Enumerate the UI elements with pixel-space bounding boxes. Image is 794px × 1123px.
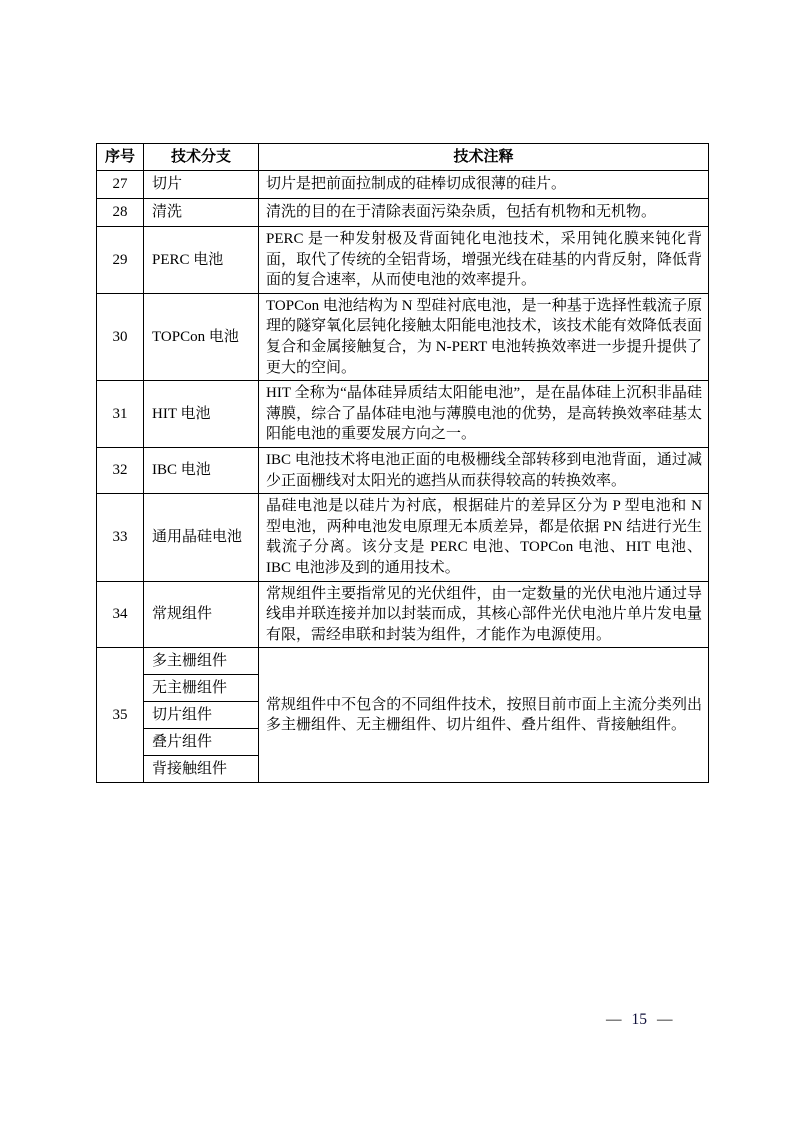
row-note: HIT 全称为“晶体硅异质结太阳能电池”，是在晶体硅上沉积非晶硅薄膜，综合了晶体硅电池与薄膜电池的优势，是高转换效率硅基太阳能电池的重要发展方向之一。 xyxy=(259,381,709,448)
table-row xyxy=(97,447,709,493)
row-branch-sub: 切片组件 xyxy=(144,702,259,729)
row-branch: 清洗 xyxy=(144,199,259,227)
table-row xyxy=(97,494,709,581)
row-note: 晶硅电池是以硅片为衬底，根据硅片的差异区分为 P 型电池和 N 型电池，两种电池发电原理无本质差异，都是依据 PN 结进行光生载流子分离。该分支是 PERC 电池、TOPCon 电池、HIT 电池、IBC 电池涉及到的通用技术。 xyxy=(259,494,709,581)
row-note: TOPCon 电池结构为 N 型硅衬底电池，是一种基于选择性载流子原理的隧穿氧化层钝化接触太阳能电池技术，该技术能有效降低表面复合和金属接触复合，为 N-PERT 电池转换效率进一步提升提供了更大的空间。 xyxy=(259,293,709,380)
row-branch: 切片 xyxy=(144,171,259,199)
row-note: 常规组件主要指常见的光伏组件，由一定数量的光伏电池片通过导线串并联连接并加以封装而成，其核心部件光伏电池片单片发电量有限，需经串联和封装为组件，才能作为电源使用。 xyxy=(259,581,709,648)
row-note-merged: 常规组件中不包含的不同组件技术，按照目前市面上主流分类列出多主栅组件、无主栅组件、切片组件、叠片组件、背接触组件。 xyxy=(259,648,709,783)
row-note: 切片是把前面拉制成的硅棒切成很薄的硅片。 xyxy=(259,171,709,199)
row-serial: 32 xyxy=(97,447,144,493)
row-branch: PERC 电池 xyxy=(144,227,259,294)
column-header-serial-number: 序号 xyxy=(97,144,144,171)
page-number-value: 15 xyxy=(631,1011,647,1028)
table-row xyxy=(97,227,709,294)
row-branch: HIT 电池 xyxy=(144,381,259,448)
table-row xyxy=(97,293,709,380)
page-number-dash-left: — xyxy=(606,1011,622,1028)
row-serial: 28 xyxy=(97,199,144,227)
row-branch-sub: 多主栅组件 xyxy=(144,648,259,675)
row-branch-sub: 叠片组件 xyxy=(144,729,259,756)
row-note: PERC 是一种发射极及背面钝化电池技术，采用钝化膜来钝化背面，取代了传统的全铝背场，增强光线在硅基的内背反射，降低背面的复合速率，从而使电池的效率提升。 xyxy=(259,227,709,294)
table-row xyxy=(97,581,709,648)
row-serial: 35 xyxy=(97,648,144,783)
row-branch-sub: 背接触组件 xyxy=(144,756,259,783)
row-serial: 29 xyxy=(97,227,144,294)
table-row xyxy=(97,199,709,227)
row-branch-sub: 无主栅组件 xyxy=(144,675,259,702)
row-serial: 34 xyxy=(97,581,144,648)
row-serial: 33 xyxy=(97,494,144,581)
page-number-dash-right: — xyxy=(657,1011,673,1028)
column-header-tech-branch: 技术分支 xyxy=(144,144,259,171)
row-branch: TOPCon 电池 xyxy=(144,293,259,380)
column-header-tech-note: 技术注释 xyxy=(259,144,709,171)
row-branch: 常规组件 xyxy=(144,581,259,648)
page-number xyxy=(606,1010,673,1030)
table-row xyxy=(97,381,709,448)
row-note: 清洗的目的在于清除表面污染杂质，包括有机物和无机物。 xyxy=(259,199,709,227)
table-header-row xyxy=(97,144,709,171)
row-serial: 27 xyxy=(97,171,144,199)
row-note: IBC 电池技术将电池正面的电极栅线全部转移到电池背面，通过减少正面栅线对太阳光的遮挡从而获得较高的转换效率。 xyxy=(259,447,709,493)
row-branch: 通用晶硅电池 xyxy=(144,494,259,581)
row-branch: IBC 电池 xyxy=(144,447,259,493)
table-row xyxy=(97,171,709,199)
technology-annotation-table xyxy=(96,143,709,783)
row-serial: 30 xyxy=(97,293,144,380)
table-row xyxy=(97,648,709,675)
row-serial: 31 xyxy=(97,381,144,448)
